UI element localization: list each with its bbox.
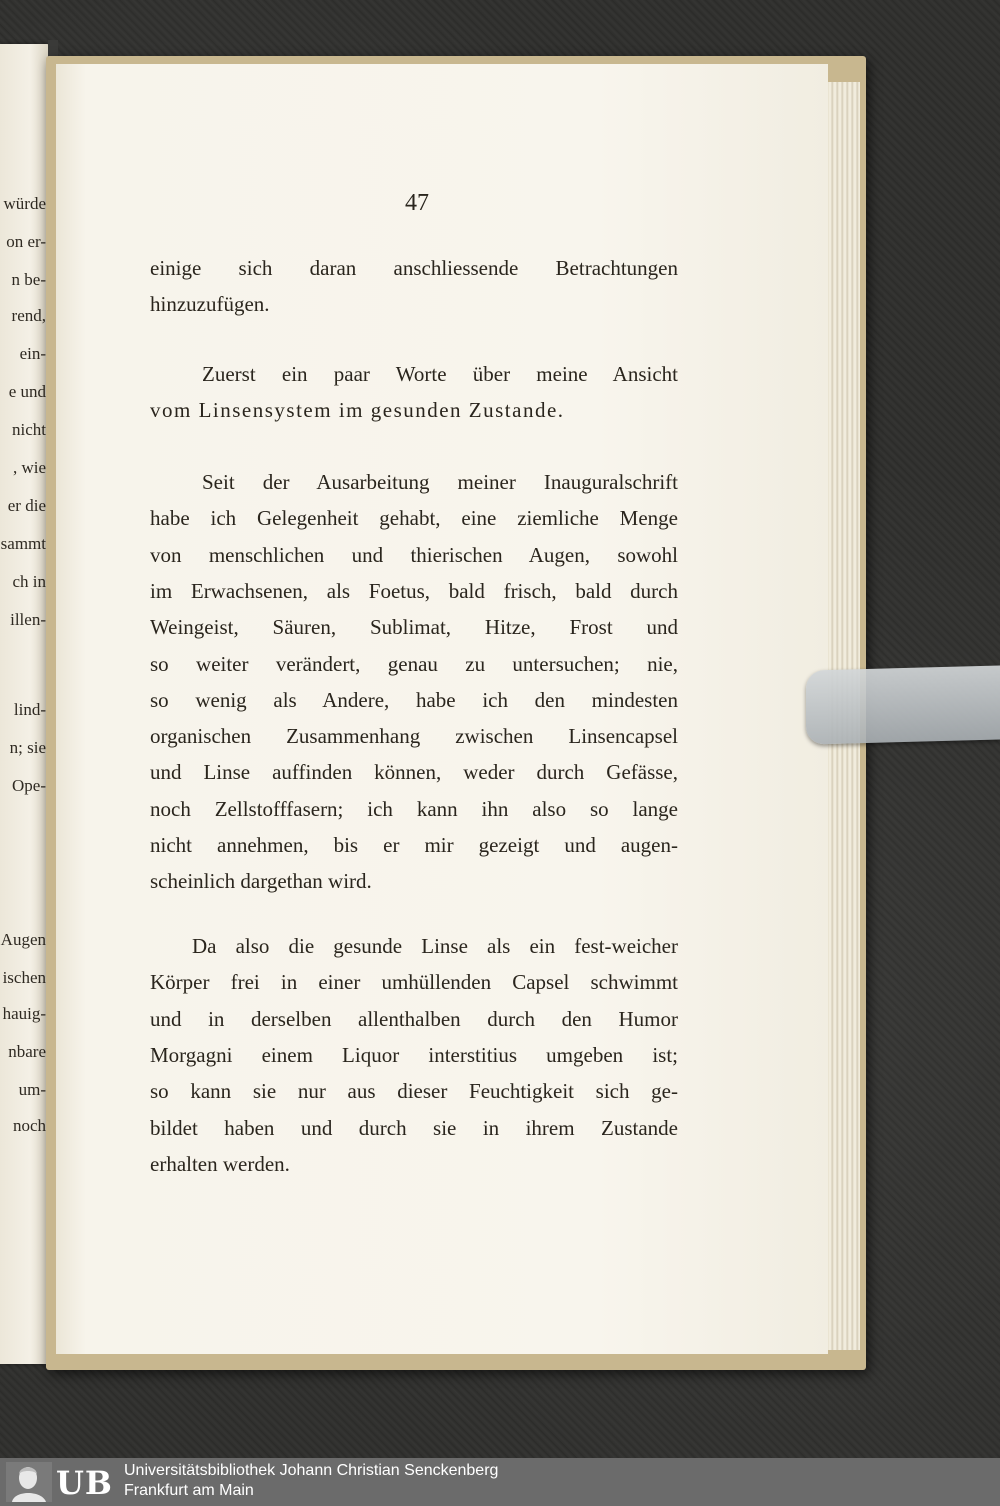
text-line: bildet haben und durch sie in ihrem Zustande — [150, 1115, 678, 1140]
text-line: Weingeist, Säuren, Sublimat, Hitze, Frost und — [150, 615, 678, 640]
left-page-fragment: ein- — [19, 344, 46, 363]
library-logo[interactable] — [6, 1462, 116, 1502]
text-line: Seit der Ausarbeitung meiner Inauguralschrift — [202, 470, 678, 494]
left-page-fragment: hauig- — [2, 1004, 46, 1023]
text-line: einige sich daran anschliessende Betrachtungen — [150, 256, 678, 280]
footer-bar — [0, 1458, 1000, 1506]
text-line: scheinlich dargethan wird. — [150, 869, 372, 894]
left-page-fragment: noch — [12, 1116, 46, 1135]
text-line: nicht annehmen, bis er mir gezeigt und augen- — [150, 833, 678, 857]
library-city: Frankfurt am Main — [124, 1482, 254, 1499]
left-page-fragment: , wie — [12, 458, 46, 477]
text-line: so kann sie nur aus dieser Feuchtigkeit sich ge- — [150, 1079, 678, 1104]
text-line: Da also die gesunde Linse als ein fest-weicher — [192, 934, 678, 958]
portrait-icon — [6, 1462, 52, 1502]
library-name: Universitätsbibliothek Johann Christian Senckenberg — [124, 1462, 499, 1479]
text-line: vom Linsensystem im gesunden Zustande. — [150, 398, 565, 423]
text-line: noch Zellstofffasern; ich kann ihn also so lange — [150, 796, 678, 821]
left-page-fragment: n be- — [11, 270, 46, 289]
text-line: Körper frei in einer umhüllenden Capsel schwimmt — [150, 970, 678, 995]
left-page-fragment: ischen — [2, 968, 46, 987]
left-page-fragment: Ope- — [12, 776, 46, 795]
left-page — [0, 44, 50, 1364]
logo-text: UB — [56, 1464, 113, 1502]
text-line: so wenig als Andere, habe ich den mindesten — [150, 687, 678, 712]
left-page-fragment: würde — [3, 194, 46, 213]
text-line: organischen Zusammenhang zwischen Linsencapsel — [150, 724, 678, 749]
text-line: Morgagni einem Liquor interstitius umgeben ist; — [150, 1042, 678, 1067]
bookmark-strip — [806, 665, 1000, 744]
text-line: und Linse auffinden können, weder durch Gefässe, — [150, 760, 678, 785]
left-page-fragment: lind- — [13, 700, 46, 719]
text-line: im Erwachsenen, als Foetus, bald frisch, bald durch — [150, 578, 678, 603]
text-line: habe ich Gelegenheit gehabt, eine ziemliche Menge — [150, 506, 678, 531]
text-line: und in derselben allenthalben durch den Humor — [150, 1006, 678, 1031]
left-page-fragment: nbare — [8, 1042, 46, 1061]
left-page-fragment: on er- — [6, 232, 46, 251]
text-line: Zuerst ein paar Worte über meine Ansicht — [202, 362, 678, 386]
left-page-fragment: um- — [18, 1080, 46, 1099]
text-line: von menschlichen und thierischen Augen, sowohl — [150, 542, 678, 567]
left-page-fragment: n; sie — [9, 738, 46, 757]
left-page-fragment: e und — [8, 382, 46, 401]
left-page-fragment: er die — [7, 496, 46, 515]
text-line: so weiter verändert, genau zu untersuchen; nie, — [150, 651, 678, 676]
page-number: 47 — [405, 190, 429, 216]
left-page-fragment: illen- — [10, 610, 46, 629]
text-line: erhalten werden. — [150, 1151, 290, 1176]
left-page-fragment: rend, — [11, 306, 46, 325]
left-page-fragment: Augen — [0, 930, 46, 949]
left-page-fragment: sammt — [0, 534, 46, 553]
left-page-fragment: ch in — [12, 572, 46, 591]
text-line: hinzuzufügen. — [150, 292, 270, 317]
left-page-fragment: nicht — [12, 420, 46, 439]
